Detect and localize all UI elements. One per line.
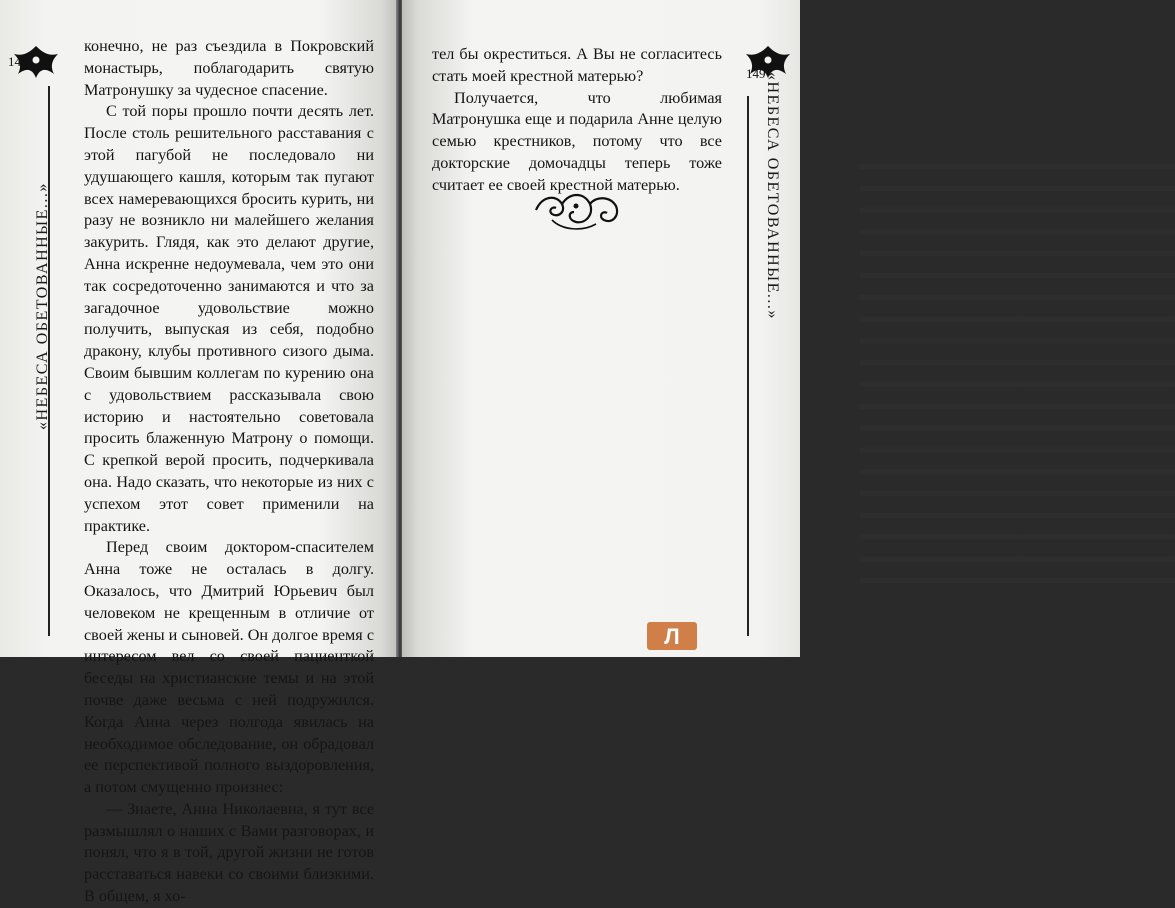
running-head: «НЕБЕСА ОБЕТОВАННЫЕ...» <box>34 182 51 430</box>
page-number: 149 <box>746 66 766 81</box>
body-text <box>432 44 722 197</box>
watermark-logo <box>647 622 697 650</box>
paragraph: С той поры прошло почти десять лет. После столь решительного расставания с этой пагубой не последовало ни удушающего кашля, которым так пугают всех намеревающихся бросить курить, ни разу не возникло ни малейшего желания закурить. Глядя, как это делают другие, Анна искренне недоумевала, чем это они так сосредоточенно занимаются и что за загадочное удовольствие можно получить, выпуская из себя, подобно дракону, клубы противного сизого дыма. Своим бывшим коллегам по курению она с удовольствием рассказывала свою историю и настоятельно советовала просить блаженную Матрону о помощи. С крепкой верой просить, подчеркивала она. Надо сказать, что некоторые из них с успехом этот совет применили на практике. <box>84 102 374 535</box>
page-number: 148 <box>8 54 28 69</box>
floral-flourish-icon <box>532 186 622 234</box>
body-text <box>84 36 374 908</box>
right-page <box>402 0 800 657</box>
paragraph: Перед своим доктором-спасителем Анна тоже не осталась в долгу. Оказалось, что Дмитрий Юрьевич был человеком не крещенным в отличие от своей жены и сыновей. Он долгое время с интересом вел со своей пациенткой беседы на христианские темы и на этой почве даже весьма с ней подружился. Когда Анна через полгода явилась на необходимое обследование, он обрадовал ее перспективой полного выздоровления, а потом смущенно произнес: <box>84 538 374 797</box>
margin-rule <box>747 96 749 636</box>
running-head: «НЕБЕСА ОБЕТОВАННЫЕ...» <box>764 72 781 320</box>
paragraph: тел бы окреститься. А Вы не согласитесь стать моей крестной матерью? <box>432 45 722 85</box>
left-page <box>0 0 398 906</box>
paragraph: — Знаете, Анна Николаевна, я тут все размышлял о наших с Вами разговорах, и понял, что я в той, другой жизни не готов расставаться навеки со своими близкими. В общем, я хо- <box>84 799 374 906</box>
paragraph: Получается, что любимая Матронушка еще и подарила Анне целую семью крестников, потому что все докторские домочадцы теперь тоже считает ее своей крестной матерью. <box>432 88 722 194</box>
bleed-through-text <box>860 154 1175 594</box>
svg-text:Л: Л <box>664 624 680 649</box>
paragraph: конечно, не раз съездила в Покровский монастырь, поблагодарить святую Матронушку за чудесное спасение. <box>84 37 374 99</box>
